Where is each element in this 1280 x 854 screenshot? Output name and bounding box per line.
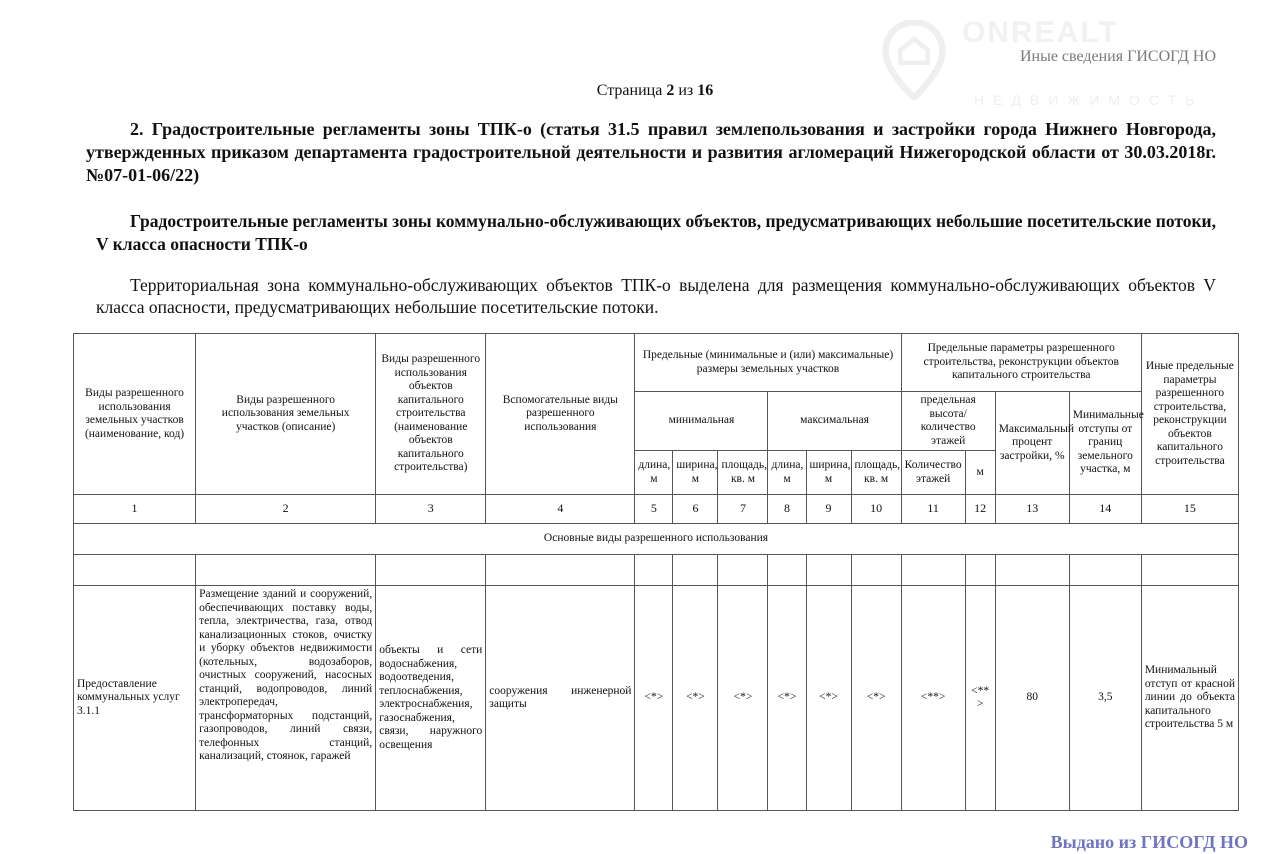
header-meters: м — [965, 451, 995, 495]
header-other: Иные предельные параметры разрешенного строительства, реконструкции объектов капитального строительства — [1141, 334, 1238, 495]
cell-auxiliary: сооружения инженерной защиты — [486, 586, 635, 811]
cell-min-setback: 3,5 — [1069, 586, 1141, 811]
header-auxiliary: Вспомогательные виды разрешенного использования — [486, 334, 635, 495]
column-number: 12 — [965, 495, 995, 524]
header-min-area: площадь, кв. м — [718, 451, 768, 495]
header-row-1 — [74, 334, 1239, 392]
column-number: 13 — [995, 495, 1069, 524]
column-number: 7 — [718, 495, 768, 524]
section-subtitle: Градостроительные регламенты зоны коммунально-обслуживающих объектов, предусматривающих небольшие посетительские потоки, V класса опасности ТПК-о — [96, 211, 1216, 254]
cell-description: Размещение зданий и сооружений, обеспечивающих поставку воды, тепла, электричества, газа, отвод канализационных стоков, очистку и уборку объектов недвижимости (котельных, водозаборов, очистных сооружений, насосных станций, водопроводов, линий электропередач, трансформаторных подстанций, газопроводов, линий связи, телефонных станций, канализаций, стоянок, гаражей — [196, 586, 376, 811]
cell-height-m: <**> — [965, 586, 995, 811]
column-number: 14 — [1069, 495, 1141, 524]
cell-other: Минимальный отступ от красной линии до объекта капитального строительства 5 м — [1141, 586, 1238, 811]
header-name-code: Виды разрешенного использования земельных участков (наименование, код) — [74, 334, 196, 495]
header-max-width: ширина, м — [806, 451, 851, 495]
column-number: 10 — [851, 495, 901, 524]
cell-capital-objects: объекты и сети водоснабжения, водоотведения, теплоснабжения, электроснабжения, газоснабжения, связи, наружного освещения — [376, 586, 486, 811]
header-height-group: предельная высота/количество этажей — [901, 392, 995, 451]
page-sep: из — [678, 82, 694, 99]
header-min-length: длина, м — [635, 451, 673, 495]
watermark-sub: НЕДВИЖИМОСТЬ — [974, 92, 1204, 108]
page-prefix: Страница — [596, 82, 663, 99]
column-number-row — [74, 495, 1239, 524]
empty-row — [74, 555, 1239, 586]
page-total: 16 — [697, 82, 714, 99]
header-max-percent: Максимальный процент застройки, % — [995, 392, 1069, 495]
regulations-table — [73, 333, 1239, 811]
cell-name-code: Предоставление коммунальных услуг 3.1.1 — [74, 586, 196, 811]
section-row — [74, 524, 1239, 555]
watermark — [870, 18, 1270, 116]
header-max: максимальная — [768, 392, 901, 451]
header-max-area: площадь, кв. м — [851, 451, 901, 495]
column-number: 6 — [673, 495, 718, 524]
column-number: 3 — [376, 495, 486, 524]
cell-floors: <**> — [901, 586, 965, 811]
header-params-group: Предельные параметры разрешенного строительства, реконструкции объектов капитального строительства — [901, 334, 1141, 392]
intro-paragraph: Территориальная зона коммунально-обслуживающих объектов ТПК-о выделена для размещения коммунально-обслуживающих объектов V класса опасности, предусматривающих небольшие посетительские потоки. — [96, 275, 1216, 317]
header-min-setback: Минимальные отступы от границ земельного участка, м — [1069, 392, 1141, 495]
footer-stamp: Выдано из ГИСОГД НО — [1050, 832, 1248, 852]
section-label: Основные виды разрешенного использования — [74, 524, 1239, 555]
section-title: 2. Градостроительные регламенты зоны ТПК-о (статья 31.5 правил землепользования и застройки города Нижнего Новгорода, утвержденных приказом департамента градостроительной деятельности и развития агломераций Нижегородской области от 30.03.2018г. №07-01-06/22) — [86, 119, 1216, 185]
page-current: 2 — [666, 82, 675, 99]
column-number: 1 — [74, 495, 196, 524]
page-counter — [0, 82, 1280, 100]
cell-max-width: <*> — [806, 586, 851, 811]
column-number: 8 — [768, 495, 806, 524]
top-label: Иные сведения ГИСОГД НО — [1019, 48, 1216, 65]
cell-min-area: <*> — [718, 586, 768, 811]
header-min: минимальная — [635, 392, 768, 451]
column-number: 9 — [806, 495, 851, 524]
header-min-width: ширина, м — [673, 451, 718, 495]
cell-max-percent: 80 — [995, 586, 1069, 811]
header-max-length: длина, м — [768, 451, 806, 495]
watermark-brand: ONREALT — [962, 16, 1119, 49]
column-number: 5 — [635, 495, 673, 524]
column-number: 11 — [901, 495, 965, 524]
column-number: 4 — [486, 495, 635, 524]
cell-min-length: <*> — [635, 586, 673, 811]
header-description: Виды разрешенного использования земельных участков (описание) — [196, 334, 376, 495]
cell-min-width: <*> — [673, 586, 718, 811]
column-number: 15 — [1141, 495, 1238, 524]
table-row — [74, 586, 1239, 811]
header-capital-objects: Виды разрешенного использования объектов капитального строительства (наименование объектов капитального строительства) — [376, 334, 486, 495]
cell-max-area: <*> — [851, 586, 901, 811]
cell-max-length: <*> — [768, 586, 806, 811]
header-sizes-group: Предельные (минимальные и (или) максимальные) размеры земельных участков — [635, 334, 901, 392]
column-number: 2 — [196, 495, 376, 524]
header-floors: Количество этажей — [901, 451, 965, 495]
